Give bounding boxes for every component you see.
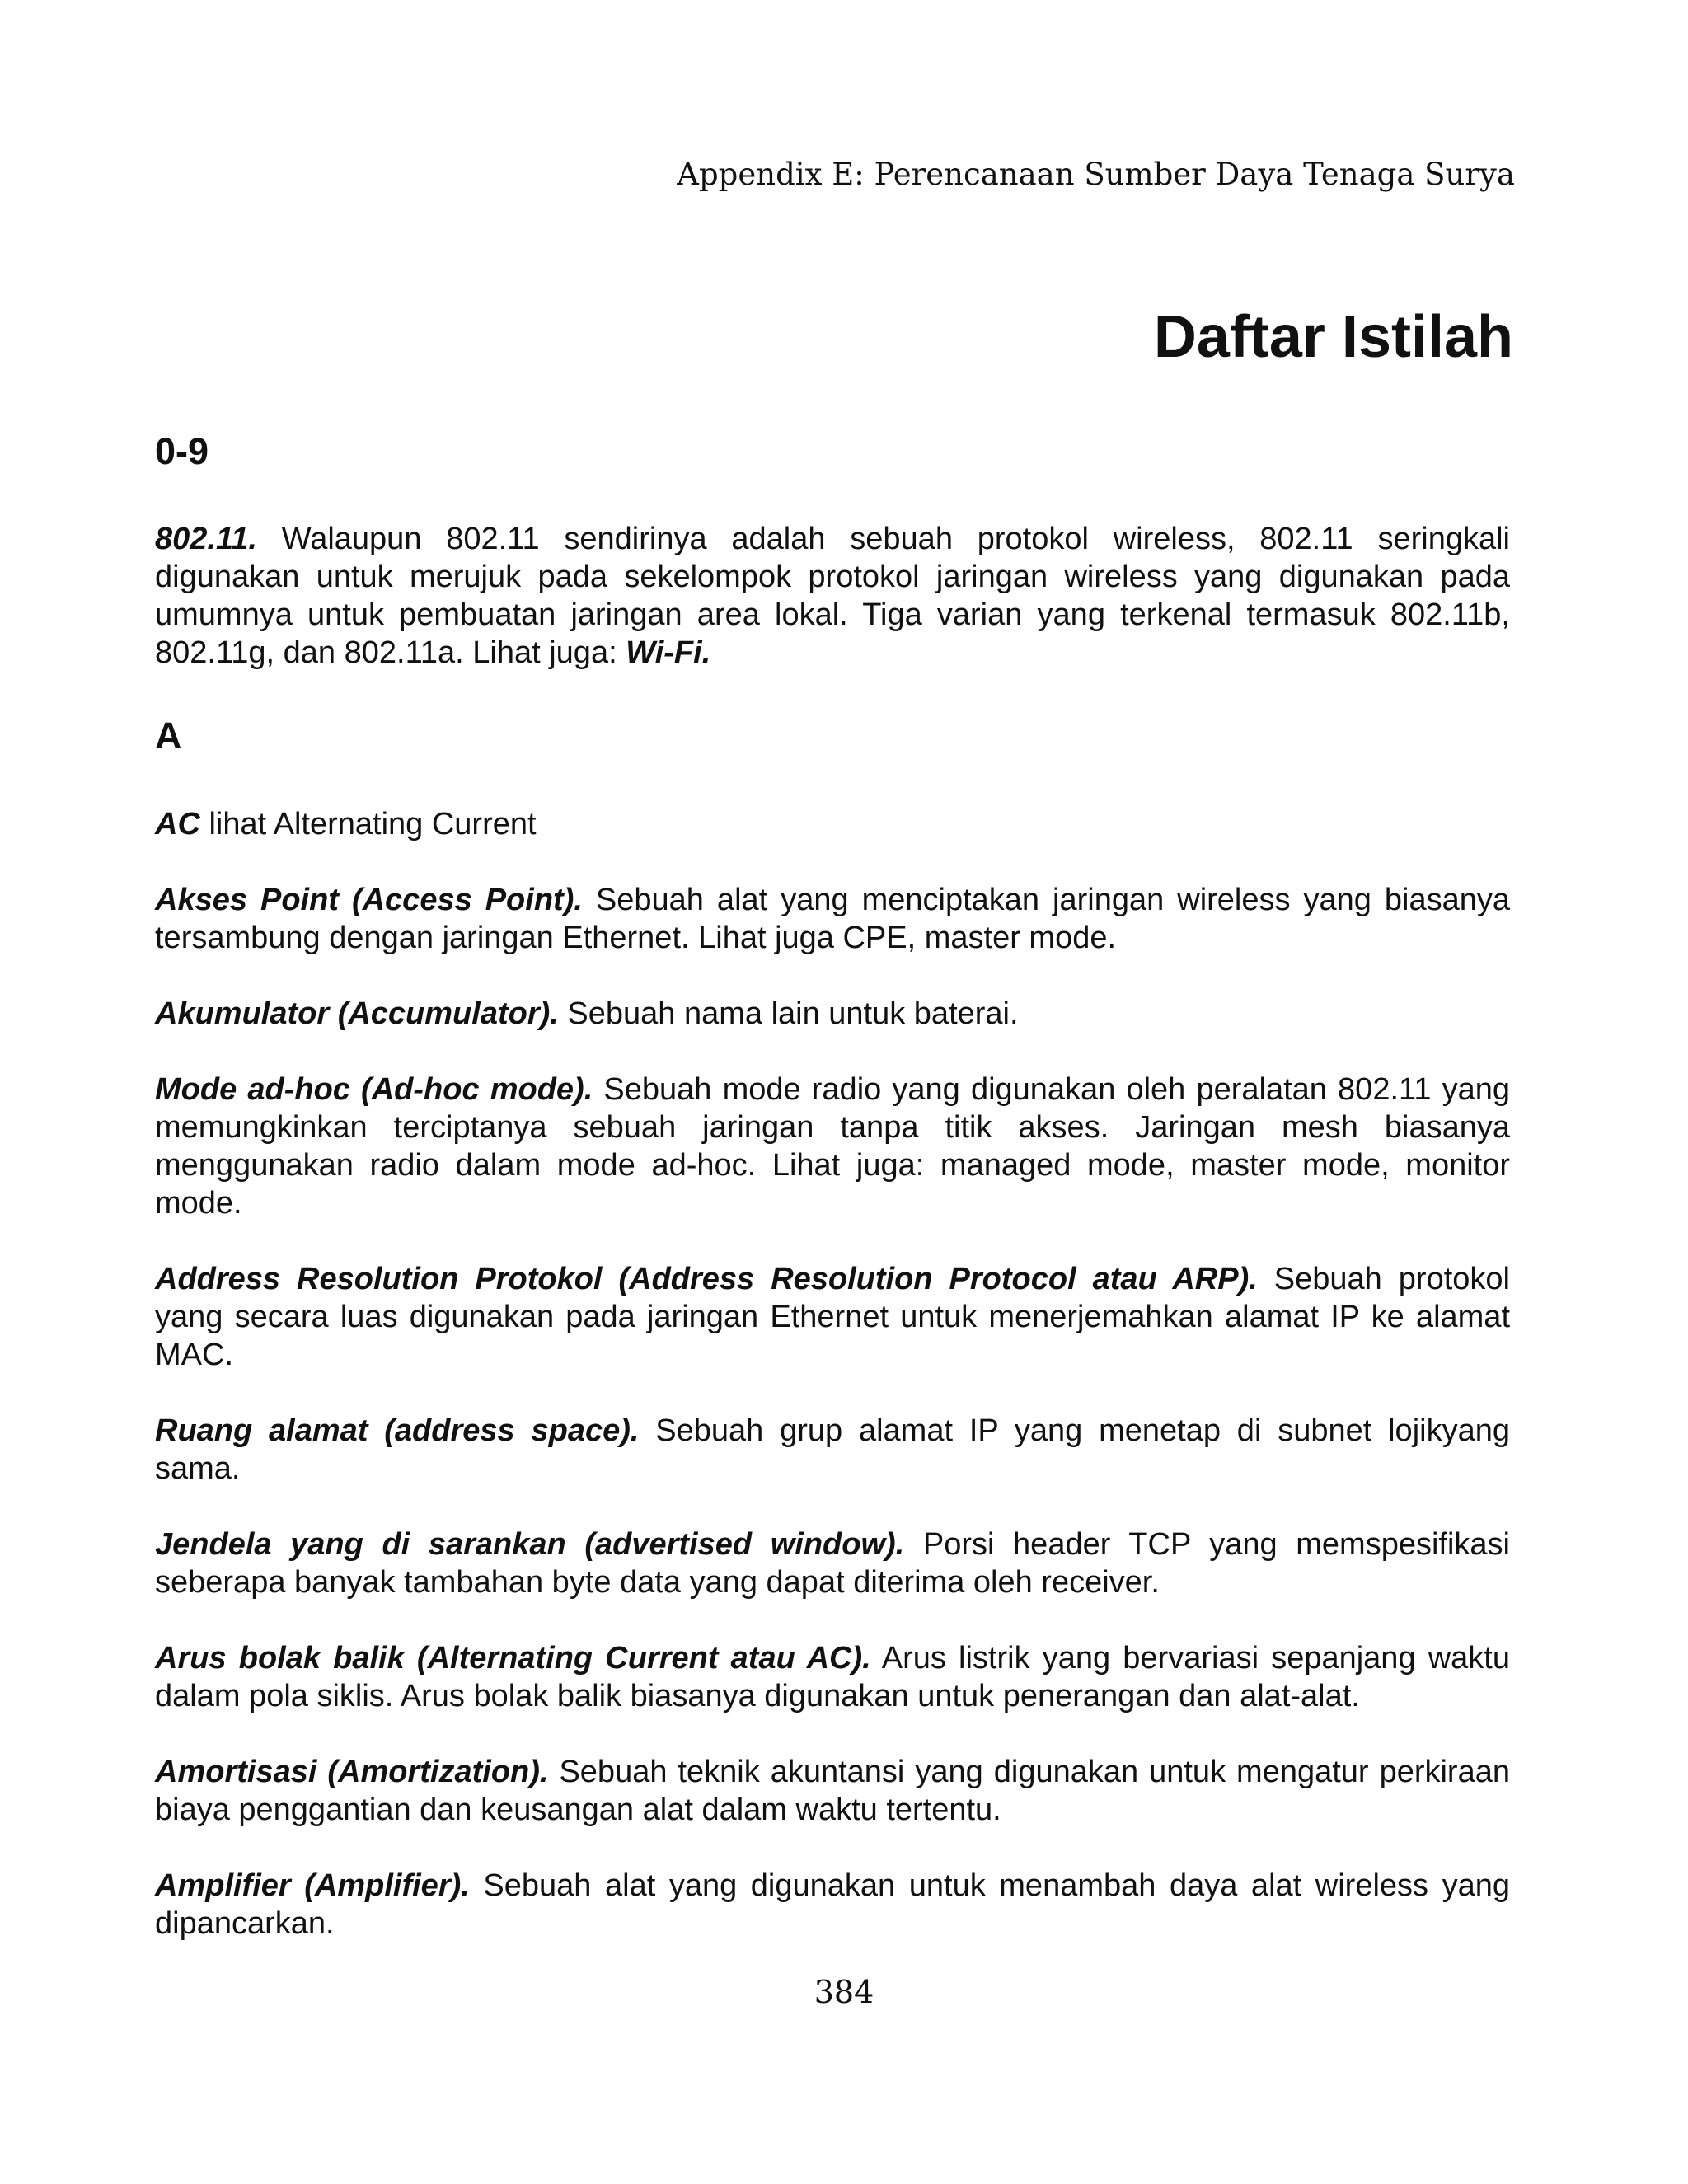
glossary-definition: Porsi header TCP yang memspesifikasi seberapa banyak tambahan byte data yang dapat diterima oleh receiver. [155, 1527, 1510, 1600]
glossary-definition: Sebuah nama lain untuk baterai. [558, 996, 1019, 1031]
glossary-term: Jendela yang di sarankan (advertised window). [155, 1527, 905, 1562]
glossary-term: Amplifier (Amplifier). [155, 1868, 470, 1903]
glossary-content [155, 429, 1510, 1980]
glossary-entry-advertised-window [155, 1526, 1510, 1601]
glossary-entry-address-space [155, 1412, 1510, 1488]
glossary-definition: Sebuah mode radio yang digunakan oleh peralatan 802.11 yang memungkinkan terciptanya sebuah jaringan tanpa titik akses. Jaringan mesh biasanya menggunakan radio dalam mode ad-hoc. Lihat juga: managed mode, master mode, monitor mode. [155, 1072, 1510, 1221]
glossary-entry-access-point [155, 881, 1510, 957]
section-heading-0-9: 0-9 [155, 430, 209, 472]
glossary-entry-amortization [155, 1753, 1510, 1829]
glossary-definition: Sebuah teknik akuntansi yang digunakan untuk mengatur perkiraan biaya penggantian dan keusangan alat dalam waktu tertentu. [155, 1755, 1510, 1827]
glossary-term: Akses Point (Access Point). [155, 883, 583, 917]
glossary-definition: Walaupun 802.11 sendirinya adalah sebuah protokol wireless, 802.11 seringkali digunakan untuk merujuk pada sekelompok protokol jaringan wireless yang digunakan pada umumnya untuk pembuatan jaringan area lokal. Tiga varian yang terkenal termasuk 802.11b, 802.11g, dan 802.11a. Lihat juga: [155, 522, 1510, 670]
section-heading-a: A [155, 715, 182, 757]
glossary-definition: lihat Alternating Current [199, 807, 537, 841]
see-also-reference: Wi-Fi. [626, 635, 711, 670]
page-number: 384 [814, 1974, 874, 2010]
glossary-term: Ruang alamat (address space). [155, 1413, 640, 1448]
glossary-entry-802-11 [155, 520, 1510, 672]
glossary-entry-ad-hoc-mode [155, 1071, 1510, 1222]
glossary-term: Arus bolak balik (Alternating Current atau AC). [155, 1641, 871, 1675]
glossary-term: Amortisasi (Amortization). [155, 1755, 549, 1789]
glossary-term: Mode ad-hoc (Ad-hoc mode). [155, 1072, 593, 1107]
glossary-term: Akumulator (Accumulator). [155, 996, 559, 1031]
glossary-entry-amplifier [155, 1867, 1510, 1943]
glossary-definition: Arus listrik yang bervariasi sepanjang waktu dalam pola siklis. Arus bolak balik biasanya digunakan untuk penerangan dan alat-alat. [155, 1641, 1511, 1713]
glossary-entry-alternating-current [155, 1639, 1510, 1715]
glossary-definition: Sebuah alat yang digunakan untuk menambah daya alat wireless yang dipancarkan. [155, 1868, 1510, 1941]
glossary-definition: Sebuah alat yang menciptakan jaringan wireless yang biasanya tersambung dengan jaringan Ethernet. Lihat juga CPE, master mode. [155, 883, 1511, 955]
glossary-entry-ac [155, 805, 1510, 843]
glossary-term: 802.11. [155, 522, 257, 556]
glossary-term: Address Resolution Protokol (Address Resolution Protocol atau ARP). [155, 1262, 1258, 1296]
glossary-definition: Sebuah protokol yang secara luas digunakan pada jaringan Ethernet untuk menerjemahkan alamat IP ke alamat MAC. [155, 1262, 1510, 1372]
page-title: Daftar Istilah [1153, 304, 1513, 370]
running-header: Appendix E: Perencanaan Sumber Daya Tenaga Surya [677, 157, 1515, 192]
glossary-entry-accumulator [155, 995, 1510, 1033]
glossary-term: AC [155, 807, 200, 841]
glossary-definition: Sebuah grup alamat IP yang menetap di subnet lojikyang sama. [155, 1413, 1510, 1486]
glossary-entry-arp [155, 1260, 1510, 1374]
